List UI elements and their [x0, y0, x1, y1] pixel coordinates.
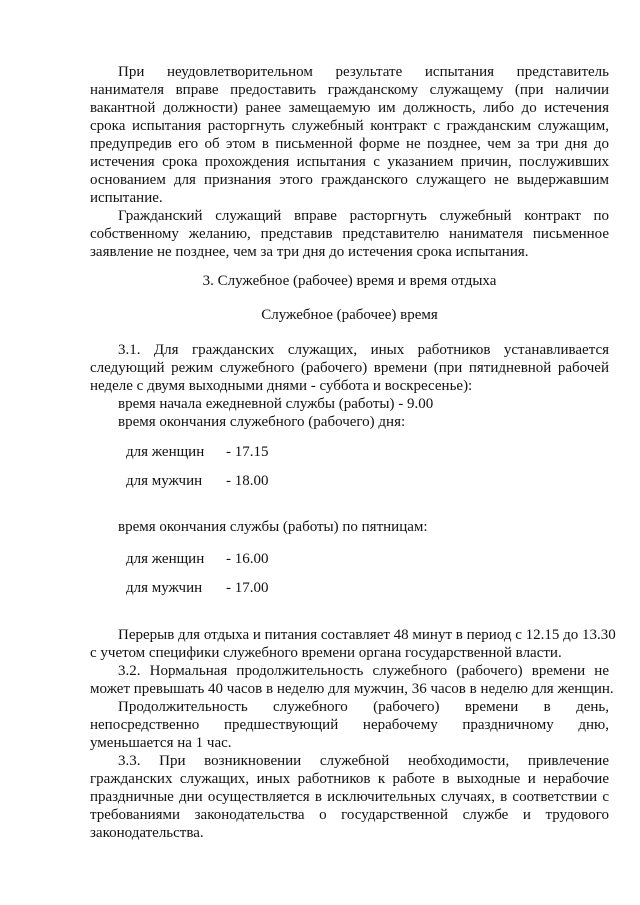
start-time: время начала ежедневной службы (работы) - 9.00 [118, 396, 434, 412]
p2-line-2: собственному желанию, представив представителю нанимателя письменное [90, 226, 609, 242]
schedule-friday-women-value: - 16.00 [226, 551, 269, 567]
p7-line-2: гражданских служащих, иных работников к работе в выходные и нерабочие [90, 771, 609, 787]
p1-line-8: испытание. [90, 190, 163, 206]
p4-line-1: Перерыв для отдыха и питания составляет 48 минут в период с 12.15 до 13.30 [118, 627, 616, 643]
p5-line-1: 3.2. Нормальная продолжительность служебного (рабочего) времени не [118, 663, 609, 679]
section-heading: 3. Служебное (рабочее) время и время отдыха [202, 273, 497, 289]
end-time-label: время окончания служебного (рабочего) дня: [118, 414, 406, 430]
p1-line-2: нанимателя вправе предоставить гражданскому служащему (при наличии [90, 82, 609, 98]
p7-line-1: 3.3. При возникновении служебной необходимости, привлечение [118, 753, 609, 769]
p7-line-5: законодательства. [90, 825, 204, 841]
p7-line-4: требованиями законодательства о государственной службе и трудового [90, 807, 609, 823]
p1-line-6: истечения срока прохождения испытания с указанием причин, послуживших [90, 154, 609, 170]
schedule-weekday-women-label: для женщин [126, 444, 205, 460]
p3-line-3: неделе с двумя выходными днями - суббота и воскресенье): [90, 378, 473, 394]
p6-line-2: непосредственно предшествующий нерабочему праздничному дню, [90, 717, 609, 733]
p6-line-3: уменьшается на 1 час. [90, 735, 232, 751]
p3-line-1: 3.1. Для гражданских служащих, иных работников устанавливается [118, 342, 609, 358]
schedule-friday-women-label: для женщин [126, 551, 205, 567]
p1-line-5: предупредив его об этом в письменной форме не позднее, чем за три дня до [90, 136, 609, 152]
schedule-weekday-men-label: для мужчин [126, 473, 203, 489]
p1-line-1: При неудовлетворительном результате испытания представитель [118, 64, 609, 80]
schedule-friday-men-label: для мужчин [126, 580, 203, 596]
p1-line-7: основанием для признания этого гражданского служащего не выдержавшим [90, 172, 609, 188]
schedule-weekday-men-value: - 18.00 [226, 473, 269, 489]
p2-line-1: Гражданский служащий вправе расторгнуть служебный контракт по [118, 208, 609, 224]
p3-line-2: следующий режим служебного (рабочего) времени (при пятидневной рабочей [90, 360, 609, 376]
p7-line-3: праздничные дни осуществляется в исключительных случаях, в соответствии с [90, 789, 609, 805]
sub-heading: Служебное (рабочее) время [261, 307, 438, 323]
p1-line-3: вакантной должности) ранее замещаемую им должность, либо до истечения [90, 100, 609, 116]
p4-line-2: с учетом специфики служебного времени органа государственной власти. [90, 645, 562, 661]
friday-label: время окончания службы (работы) по пятницам: [118, 519, 428, 535]
p1-line-4: срока испытания расторгнуть служебный контракт с гражданским служащим, [90, 118, 609, 134]
p5-line-2: может превышать 40 часов в неделю для мужчин, 36 часов в неделю для женщин. [90, 681, 614, 697]
p2-line-3: заявление не позднее, чем за три дня до истечения срока испытания. [90, 244, 529, 260]
schedule-weekday-women-value: - 17.15 [226, 444, 269, 460]
p6-line-1: Продолжительность служебного (рабочего) времени в день, [118, 699, 609, 715]
schedule-friday-men-value: - 17.00 [226, 580, 269, 596]
